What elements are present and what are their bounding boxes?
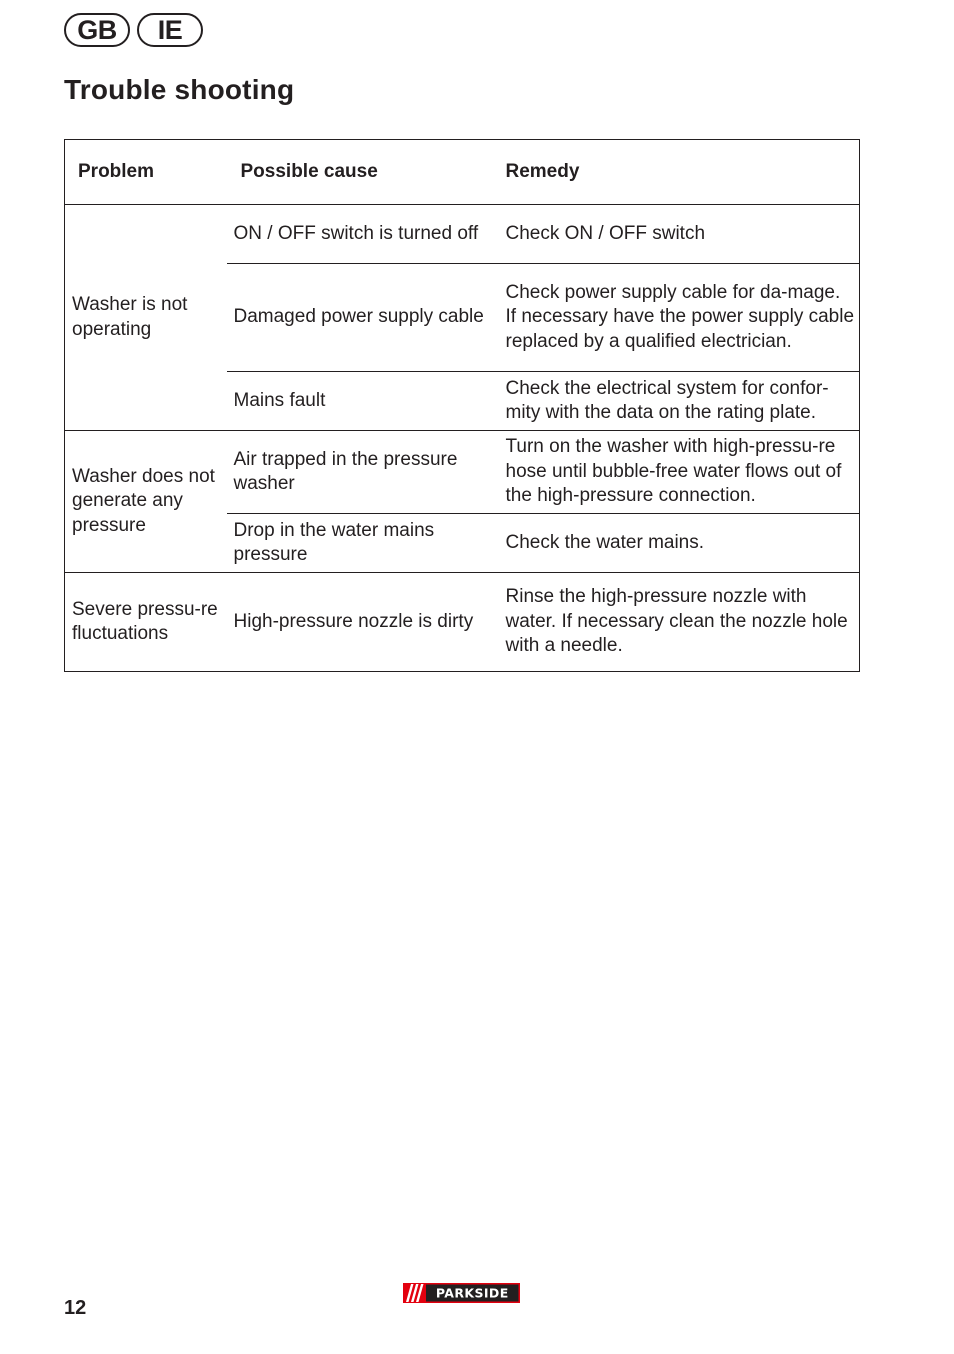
language-badges — [64, 13, 203, 47]
table-row — [65, 205, 860, 264]
remedy-cell: Check the electrical system for confor-mity with the data on the rating plate. — [497, 372, 860, 431]
problem-cell: Severe pressu-re fluctuations — [72, 598, 218, 644]
remedy-cell: Rinse the high-pressure nozzle with water. If necessary clean the nozzle hole with a needle. — [505, 586, 848, 657]
remedy-cell: Check ON / OFF switch — [497, 205, 860, 264]
cause-cell: Damaged power supply cable — [227, 264, 497, 372]
page-title: Trouble shooting — [64, 74, 295, 105]
table-header-row — [65, 140, 860, 205]
logo-wordmark: PARKSIDE — [435, 1285, 509, 1301]
problem-cell: Washer is not operating — [65, 205, 227, 431]
problem-cell: Washer does not generate any pressure — [65, 431, 227, 573]
page-number: 12 — [64, 1297, 87, 1319]
table-row — [65, 573, 860, 672]
header-possible-cause: Possible cause — [227, 140, 497, 205]
parkside-logo — [403, 1283, 520, 1303]
cause-cell: Mains fault — [227, 372, 497, 431]
header-remedy: Remedy — [497, 140, 860, 205]
language-badge-gb: GB — [64, 13, 130, 47]
language-badge-ie: IE — [137, 13, 203, 47]
cause-cell: ON / OFF switch is turned off — [227, 205, 497, 264]
troubleshooting-table — [64, 139, 860, 672]
table-row — [65, 431, 860, 514]
remedy-cell: Turn on the washer with high-pressu-re hose until bubble-free water flows out of the high-pressure connection. — [497, 431, 860, 514]
cause-cell: Drop in the water mains pressure — [227, 514, 497, 573]
remedy-cell: Check power supply cable for da-mage. If necessary have the power supply cable replaced by a qualified electrician. — [497, 264, 860, 372]
cause-cell: High-pressure nozzle is dirty — [233, 610, 474, 632]
cause-cell: Air trapped in the pressure washer — [227, 431, 497, 514]
remedy-cell: Check the water mains. — [497, 514, 860, 573]
header-problem: Problem — [65, 140, 227, 205]
